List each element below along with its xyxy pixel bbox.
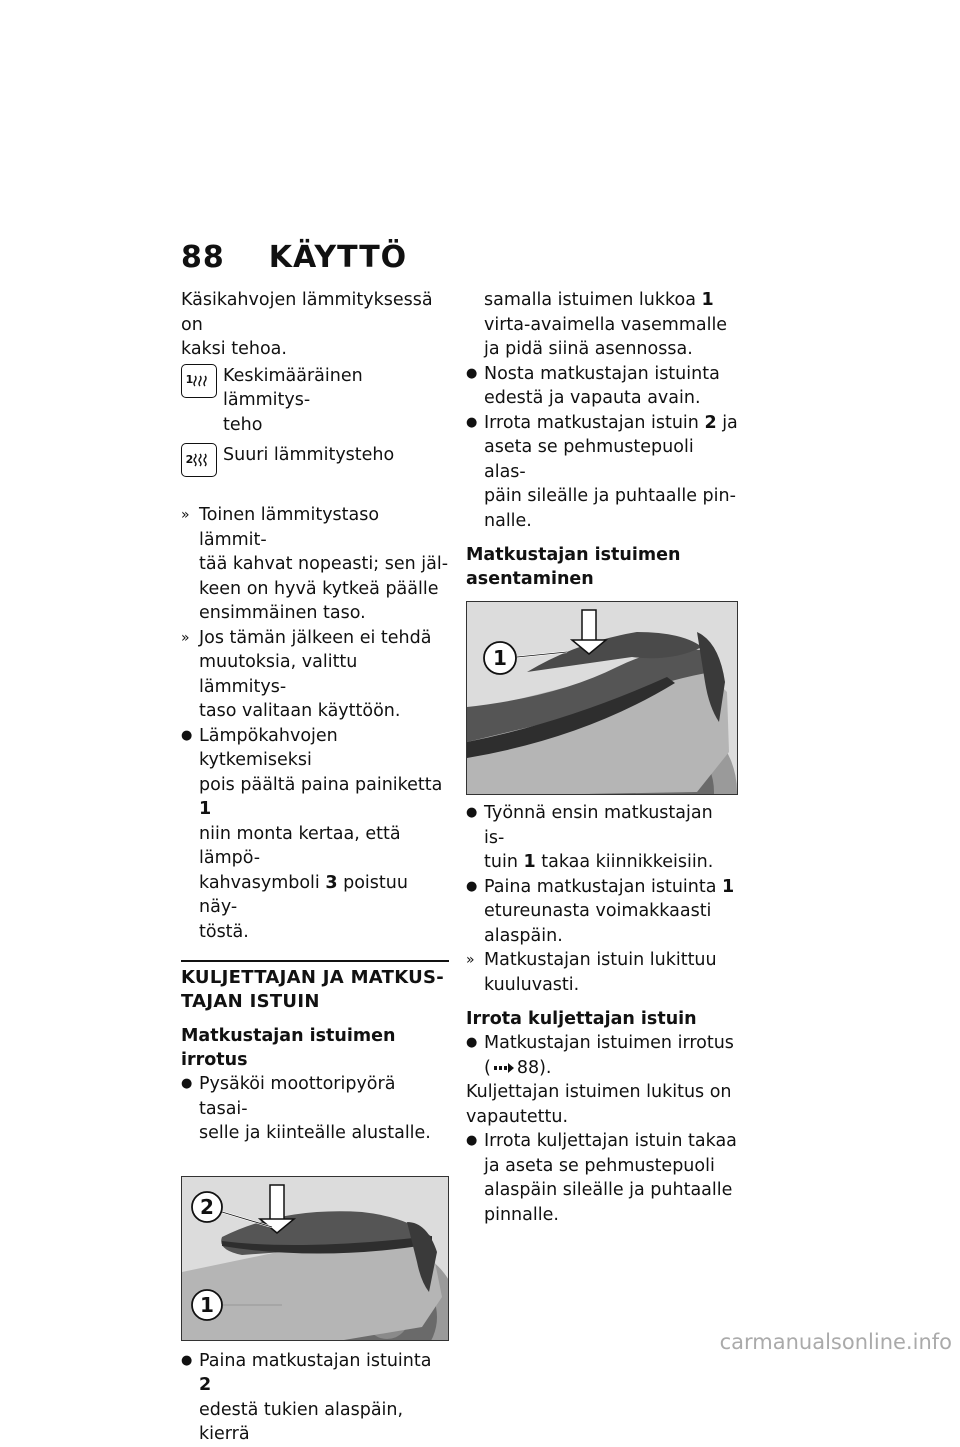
- remove-step: ● Irrota matkustajan istuin 2 ja aseta se pehmustepuoli alas- päin sileälle ja puhtaalle pin- nalle.: [466, 412, 738, 531]
- chapter-divider: [181, 960, 449, 1014]
- passenger-seat-install-figure: [466, 601, 738, 795]
- install-step-1: ● Työnnä ensin matkustajan is- tuin 1 takaa kiinnikkeisiin.: [466, 803, 714, 872]
- rider-step-1: ● Matkustajan istuimen irrotus ( 88).: [466, 1033, 734, 1078]
- page-number: 88: [181, 240, 225, 275]
- rider-step-2: ● Irrota kuljettajan istuin takaa ja aseta se pehmustepuoli alaspäin sileälle ja puhtaalle pinnalle.: [466, 1131, 737, 1225]
- figure-label-2: 2: [200, 1194, 214, 1219]
- passenger-seat-removal-figure: [181, 1176, 449, 1341]
- rider-unlocked-line-1: Kuljettajan istuimen lukitus on: [466, 1082, 732, 1102]
- heat-level-1-icon: 1: [181, 364, 217, 398]
- section-title: KÄYTTÖ: [268, 240, 408, 275]
- heat-level-2-text: Suuri lämmitysteho: [223, 445, 395, 465]
- heat-level-1-text-2: teho: [223, 414, 263, 435]
- note-item: » Jos tämän jälkeen ei tehdä muutoksia, valittu lämmitys- taso valitaan käyttöön.: [181, 627, 432, 721]
- chapter-title-line-2: TAJAN ISTUIN: [181, 991, 320, 1012]
- heat-level-2: [181, 443, 449, 477]
- watermark: carmanualsonline.info: [719, 1330, 952, 1354]
- intro-line-2: kaksi tehoa.: [181, 339, 287, 359]
- install-title-line-1: Matkustajan istuimen: [466, 545, 681, 565]
- rider-unlocked-line-2: vapautettu.: [466, 1106, 569, 1127]
- removal-step-2-continued: samalla istuimen lukkoa 1 virta-avaimella vasemmalle ja pidä siinä asennossa.: [484, 290, 728, 359]
- heat-level-1-text-1: Keskimääräinen lämmitys-: [223, 365, 363, 410]
- figure-label-1: 1: [493, 646, 507, 670]
- removal-step-1: ● Pysäköi moottoripyörä tasai- selle ja kiinteälle alustalle.: [181, 1074, 431, 1143]
- removal-title: Matkustajan istuimen irrotus: [181, 1026, 396, 1070]
- page-reference-arrow-icon: [493, 1062, 515, 1074]
- intro-line-1: Käsikahvojen lämmityksessä on: [181, 290, 433, 335]
- install-title-line-2: asentaminen: [466, 569, 594, 589]
- page-header: [181, 240, 407, 275]
- left-column: [181, 288, 449, 1447]
- chapter-title-line-1: KULJETTAJAN JA MATKUS-: [181, 967, 445, 988]
- removal-step-2: ● Paina matkustajan istuinta 2 edestä tukien alaspäin, kierrä: [181, 1350, 432, 1444]
- install-note: » Matkustajan istuin lukittuu kuuluvasti.: [466, 950, 717, 995]
- right-column: [466, 288, 738, 1227]
- heat-level-1: [181, 364, 449, 438]
- raise-step: ● Nosta matkustajan istuinta edestä ja vapauta avain.: [466, 363, 720, 408]
- note-item: » Toinen lämmitystaso lämmit- tää kahvat nopeasti; sen jäl- keen on hyvä kytkeä päälle ensimmäinen taso.: [181, 505, 449, 623]
- rider-seat-title: Irrota kuljettajan istuin: [466, 1009, 697, 1029]
- install-step-2: ● Paina matkustajan istuinta 1 etureunasta voimakkaasti alaspäin.: [466, 876, 735, 946]
- page-reference[interactable]: 88: [516, 1057, 540, 1078]
- heat-level-2-icon: 2: [181, 443, 217, 477]
- figure-label-1: 1: [200, 1292, 214, 1317]
- switch-off-step: ● Lämpökahvojen kytkemiseksi pois päältä paina painiketta 1 niin monta kertaa, että lämpö- kahvasymboli 3 poistuu näy- töstä.: [181, 725, 443, 942]
